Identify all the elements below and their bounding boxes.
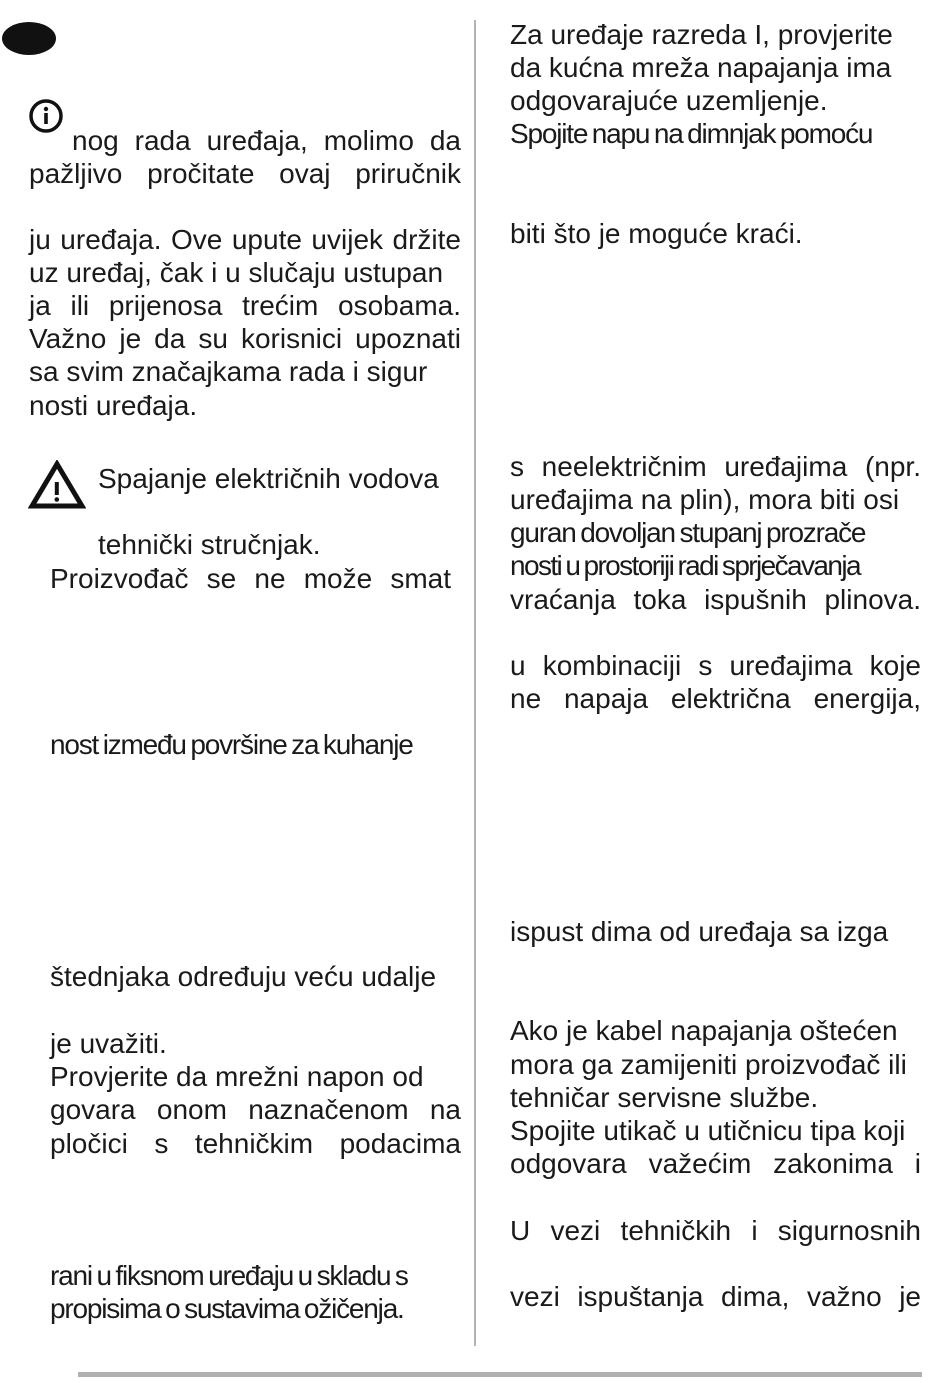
warning-triangle-icon — [28, 460, 86, 515]
grounding-line-4: Spojite napu na dimnjak pomoću — [510, 118, 873, 149]
safety-line-1: U vezi tehničkih i sigurnosnih — [510, 1215, 921, 1246]
cable-line-3: tehničar servisne službe. — [510, 1082, 819, 1113]
ventilation-line-3: guran dovoljan stupanj prozrače — [510, 517, 866, 548]
distance-line: nost između površine za kuhanje — [50, 729, 413, 760]
storage-line-6: nosti uređaja. — [29, 390, 198, 421]
cable-line-4: Spojite utikač u utičnicu tipa koji — [510, 1115, 906, 1146]
cable-line-1: Ako je kabel napajanja oštećen — [510, 1015, 898, 1046]
wiring-line-1: rani u fiksnom uređaju u skladu s — [50, 1260, 408, 1291]
short-line: biti što je moguće kraći. — [510, 218, 803, 249]
voltage-line-3: govara onom naznačenom na — [50, 1094, 461, 1125]
ventilation-line-1: s neelektričnim uređajima (npr. — [510, 451, 921, 482]
ventilation-line-2: uređajima na plin), mora biti osi — [510, 484, 900, 515]
voltage-line-4: pločici s tehničkim podacima — [50, 1128, 461, 1159]
stove-line: štednjaka određuju veću udalje — [50, 961, 437, 992]
combination-line-1: u kombinaciji s uređajima koje — [510, 650, 921, 681]
storage-line-1: ju uređaja. Ove upute uvijek držite — [29, 224, 461, 255]
smoke-line: ispust dima od uređaja sa izga — [510, 916, 889, 947]
warning-line-2: tehnički stručnjak. — [98, 529, 321, 560]
safety-line-2: vezi ispuštanja dima, važno je — [510, 1281, 921, 1312]
cable-line-2: mora ga zamijeniti proizvođač ili — [510, 1049, 907, 1080]
warning-line-1: Spajanje električnih vodova — [98, 463, 439, 494]
storage-line-4: Važno je da su korisnici upoznati — [29, 323, 461, 354]
voltage-line-1: je uvažiti. — [50, 1028, 167, 1059]
column-divider — [474, 20, 476, 1346]
storage-line-3: ja ili prijenosa trećim osobama. — [29, 290, 461, 321]
ventilation-line-4: nosti u prostoriji radi sprječavanja — [510, 550, 860, 581]
info-line-2: pažljivo pročitate ovaj priručnik — [29, 158, 461, 189]
grounding-line-2: da kućna mreža napajanja ima — [510, 52, 892, 83]
storage-line-5: sa svim značajkama rada i sigur — [29, 356, 428, 387]
language-badge — [2, 22, 56, 55]
ventilation-line-5: vraćanja toka ispušnih plinova. — [510, 584, 921, 615]
info-line-1: nog rada uređaja, molimo da — [72, 125, 461, 156]
grounding-line-3: odgovarajuće uzemljenje. — [510, 85, 828, 116]
footer-rule — [78, 1372, 922, 1377]
voltage-line-2: Provjerite da mrežni napon od — [50, 1061, 424, 1092]
warning-line-3: Proizvođač se ne može smat — [50, 563, 451, 594]
grounding-line-1: Za uređaje razreda I, provjerite — [510, 19, 893, 50]
combination-line-2: ne napaja električna energija, — [510, 683, 921, 714]
cable-line-5: odgovara važećim zakonima i — [510, 1148, 921, 1179]
storage-line-2: uz uređaj, čak i u slučaju ustupan — [29, 257, 444, 288]
wiring-line-2: propisima o sustavima ožičenja. — [50, 1293, 404, 1324]
info-circle-icon — [28, 98, 64, 139]
